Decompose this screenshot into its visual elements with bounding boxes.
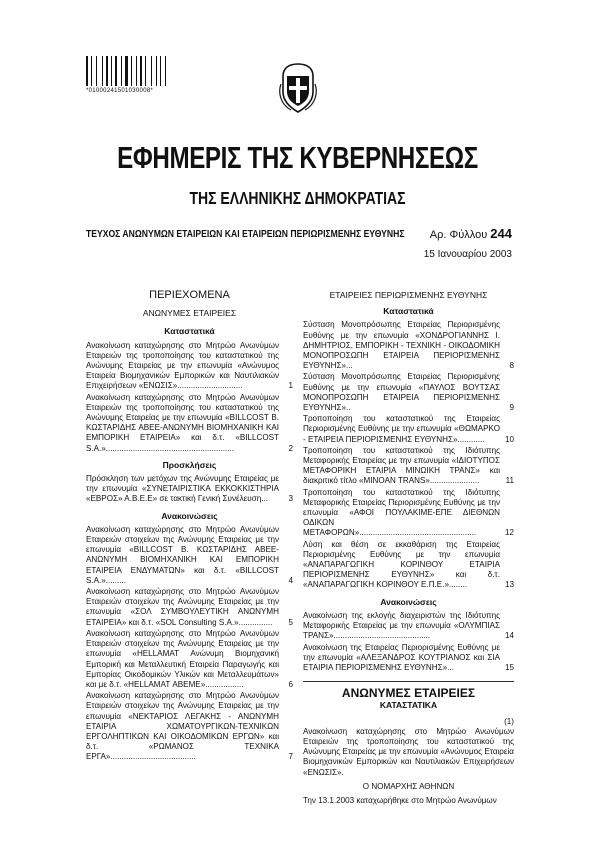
sheet-number-value: 244	[490, 226, 512, 241]
body-paragraph: Ανακοίνωση καταχώρησης στο Μητρώο Ανωνύμων Εταιρειών της τροποποίησης του καταστατικού της Ανώνυμης Εταιρείας με την επωνυμία «Ανώνυμος Εταιρεία Βιομηχανικών Εμπορικών και Ναυτιλιακών Επιχειρήσεων «ΕΝΩΣΙΣ».	[303, 726, 514, 777]
barcode-bar	[160, 56, 161, 86]
barcode-bar	[131, 56, 132, 86]
entry-page-number: 7	[288, 752, 293, 762]
barcode-bar	[96, 56, 97, 86]
contents-entry[interactable]	[86, 587, 293, 628]
entry-text: Ανακοίνωση καταχώρησης στο Μητρώο Ανωνύμων Εταιρειών στοιχείων της Ανώνυμης Εταιρείας με την επωνυμία «BILLCOST Β. ΚΩΣΤΑΡΙΔΗΣ ΑΒΕΕ-ΑΝΩΝΥΜΗ ΒΙΟΜΗΧΑΝΙΚΗ ΚΑΙ ΕΜΠΟΡΙΚΗ ΕΤΑΙΡΕΙΑ ΕΝΔΥΜΑΤΩΝ» και δ.τ. «BILLCOST S.A.».........	[86, 524, 279, 585]
entry-text: Ανακοίνωση καταχώρησης στο Μητρώο Ανωνύμων Εταιρειών της τροποποίησης του καταστατικού της Ανώνυμης Εταιρείας με την επωνυμία «Ανώνυμος Εταιρεία Βιομηχανικών Εμπορικών και Ναυτιλιακών Επιχειρήσεων «ΕΝΩΣΙΣ».............................	[86, 340, 279, 391]
category-title: Προσκλήσεις	[162, 459, 217, 470]
contents-entry[interactable]	[303, 414, 514, 445]
body-authority: Ο ΝΟΜΑΡΧΗΣ ΑΘΗΝΩΝ	[362, 781, 455, 791]
gazette-subtitle: ΤΗΣ ΕΛΛΗΝΙΚΗΣ ΔΗΜΟΚΡΑΤΙΑΣ	[189, 188, 406, 208]
body-number: (1)	[504, 716, 514, 726]
barcode-bar	[165, 56, 166, 86]
issue-date: 15 Ιανουαρίου 2003	[423, 249, 512, 260]
divider	[303, 681, 514, 682]
contents-entry[interactable]	[86, 474, 293, 505]
barcode-bar	[121, 56, 122, 86]
barcode-bar	[151, 56, 152, 86]
right-section-title: ΕΤΑΙΡΕΙΕΣ ΠΕΡΙΩΡΙΣΜΕΝΗΣ ΕΥΘΥΝΗΣ	[329, 290, 488, 300]
contents-entry[interactable]	[303, 540, 514, 591]
sheet-label: Αρ. Φύλλου	[429, 229, 488, 241]
sheet-number	[430, 226, 512, 241]
entry-page-number: 1	[288, 381, 293, 391]
body-title: ΑΝΩΝΥΜΕΣ ΕΤΑΙΡΕΙΕΣ	[341, 686, 476, 701]
contents-entry[interactable]	[303, 372, 514, 413]
entry-page-number: 4	[288, 575, 293, 585]
entry-page-number: 10	[504, 434, 514, 444]
entry-page-number: 6	[288, 679, 293, 689]
contents-entry[interactable]	[86, 341, 293, 392]
entry-text: Ανακοίνωση της εκλογής διαχειριστών της Ιδιότυπης Μεταφορικής Εταιρείας με την επωνυμία «ΟΛΥΜΠΙΑΣ ΤΡΑΝΣ»...........................................	[303, 610, 500, 641]
barcode-bar	[111, 56, 112, 86]
category-title: Καταστατικά	[164, 326, 215, 337]
entry-page-number: 5	[288, 617, 293, 627]
entry-page-number: 3	[288, 494, 293, 504]
entry-page-number: 15	[504, 662, 514, 672]
left-categories	[86, 326, 293, 762]
entry-text: Πρόσκληση των μετόχων της Ανώνυμης Εταιρείας με την επωνυμία «ΣΥΝΕΤΑΙΡΙΣΤΙΚΑ ΕΚΚΟΚΚΙΣΤΗΡΙΑ «ΕΒΡΟΣ» Α.Β.Ε.Ε» σε τακτική Γενική Συνέλευση...	[86, 474, 279, 504]
barcode-bar	[140, 56, 142, 86]
barcode	[86, 48, 168, 86]
gazette-title: ΕΦΗΜΕΡΙΣ ΤΗΣ ΚΥΒΕΡΝΗΣΕΩΣ	[117, 140, 478, 175]
left-section-title: ΑΝΩΝΥΜΕΣ ΕΤΑΙΡΕΙΕΣ	[142, 308, 237, 319]
entry-text: Τροποποίηση του καταστατικού της Ιδιότυπης Μεταφορικής Εταιρείας Περιορισμένης Ευθύνης με την επωνυμία «ΑΦΟΙ ΠΟΥΛΑΚΙΜΕ-ΕΠΕ ΔΙΕΘΝΩΝ ΟΔΙΚΩΝ ΜΕΤΑΦΟΡΩΝ»....................................................	[303, 487, 500, 538]
barcode-bar	[102, 56, 103, 86]
entry-page-number: 8	[509, 361, 514, 371]
entry-text: Σύσταση Μονοπρόσωπης Εταιρείας Περιορισμένης Ευθύνης με την επωνυμία «ΠΑΥΛΟΣ ΒΟΥΤΣΑΣ ΜΟΝΟΠΡΟΣΩΠΗ ΕΤΑΙΡΕΙΑ ΠΕΡΙΟΡΙΣΜΕΝΗΣ ΕΥΘΥΝΗΣ»..	[303, 372, 500, 413]
entry-page-number: 11	[505, 476, 514, 486]
contents-entry[interactable]	[86, 525, 293, 586]
contents-left-column	[86, 290, 293, 764]
entry-text: Ανακοίνωση καταχώρησης στο Μητρώο Ανωνύμων Εταιρειών στοιχείων της Ανώνυμης Εταιρείας με την επωνυμία «ΝΕΚΤΑΡΙΟΣ ΛΕΓΑΚΗΣ - ΑΝΩΝΥΜΗ ΕΤΑΙΡΙΑ ΧΩΜΑΤΟΥΡΓΙΚΩΝ-ΤΕΧΝΙΚΩΝ ΕΡΓΟΛΗΠΤΙΚΩΝ ΚΑΙ ΟΙΚΟΔΟΜΙΚΩΝ ΕΡΓΩΝ» και δ.τ. «ΡΩΜΑΝΟΣ ΤΕΧΝΙΚΑ ΕΡΓΑ»......................................	[86, 691, 279, 762]
contents-title: ΠΕΡΙΕΧΟΜΕΝΑ	[149, 289, 230, 301]
barcode-bar	[115, 56, 117, 86]
entry-text: Ανακοίνωση καταχώρησης στο Μητρώο Ανωνύμων Εταιρειών στοιχείων της Ανώνυμης Εταιρείας με την επωνυμία «ΣΟΛ ΣΥΜΒΟΥΛΕΥΤΙΚΗ ΑΝΩΝΥΜΗ ΕΤΑΙΡΕΙΑ» και δ.τ. «SOL Consulting S.A.»...............	[86, 587, 279, 627]
contents-entry[interactable]	[86, 691, 293, 762]
contents-entry[interactable]	[86, 629, 293, 690]
contents-entry[interactable]	[303, 446, 514, 487]
barcode-bar	[136, 56, 137, 86]
right-categories	[303, 306, 514, 673]
entry-page-number: 2	[288, 443, 293, 453]
entry-page-number: 9	[509, 403, 514, 413]
issue-type: ΤΕΥΧΟΣ ΑΝΩΝΥΜΩΝ ΕΤΑΙΡΕΙΩΝ ΚΑΙ ΕΤΑΙΡΕΙΩΝ ΠΕΡΙΩΡΙΣΜΕΝΗΣ ΕΥΘΥΝΗΣ	[86, 228, 405, 240]
entry-page-number: 13	[504, 580, 514, 590]
contents-entry[interactable]	[303, 320, 514, 371]
contents-entry[interactable]	[303, 611, 514, 642]
barcode-bar	[125, 56, 128, 86]
body-last-line: Την 13.1.2003 καταχωρήθηκε στο Μητρώο Ανωνύμων	[303, 795, 497, 805]
entry-text: Τροποποίηση του καταστατικού της Εταιρείας Περιορισμένης Ευθύνης με την επωνυμία «ΘΩΜΑΡΚΟ - ΕΤΑΙΡΕΙΑ ΠΕΡΙΟΡΙΣΜΕΝΗΣ ΕΥΘΥΝΗΣ»............	[303, 414, 500, 444]
barcode-bar	[145, 56, 146, 86]
category-title: Καταστατικά	[383, 306, 434, 317]
category-title: Ανακοινώσεις	[161, 510, 218, 521]
entry-page-number: 14	[504, 631, 514, 641]
entry-page-number: 12	[504, 528, 514, 538]
coat-of-arms-emblem	[277, 62, 319, 114]
entry-text: Τροποποίηση του καταστατικού της Ιδιότυπης Μεταφορικής Εταιρείας με την επωνυμία «ΙΔΙΟΤΥΠΟΣ ΜΕΤΑΦΟΡΙΚΗ ΕΤΑΙΡΙΑ ΜΙΝΩΙΚΗ ΤΡΑΝΣ» και διακριτικό τίτλο «MINOAN TRANS»......................	[303, 445, 500, 486]
contents-entry[interactable]	[303, 643, 514, 674]
entry-text: Λύση και θέση σε εκκαθάριση της Εταιρείας Περιορισμένης Ευθύνης με την επωνυμία «ΑΝΑΠΑΡΑΓΩΓΙΚΗ ΚΟΡΙΝΘΟΥ ΕΤΑΙΡΙΑ ΠΕΡΙΟΡΙΣΜΕΝΗΣ ΕΥΘΥΝΗΣ» και δ.τ. «ΑΝΑΠΑΡΑΓΩΓΙΚΗ ΚΟΡΙΝΘΟΥ Ε.Π.Ε.»........	[303, 539, 500, 590]
contents-right-column	[303, 290, 514, 806]
category-title: Ανακοινώσεις	[380, 596, 437, 607]
contents-entry[interactable]	[303, 488, 514, 539]
barcode-bar	[106, 56, 108, 86]
contents-entry[interactable]	[86, 393, 293, 454]
barcode-bar	[86, 56, 88, 86]
body-category: ΚΑΤΑΣΤΑΤΙΚΑ	[379, 700, 438, 711]
barcode-bar	[156, 56, 157, 86]
barcode-bar	[91, 56, 92, 86]
entry-text: Σύσταση Μονοπρόσωπης Εταιρείας Περιορισμένης Ευθύνης με την επωνυμία «ΧΟΝΔΡΟΓΙΑΝΝΗΣ Ι. ΔΗΜΗΤΡΙΟΣ, ΕΜΠΟΡΙΚΗ - ΤΕΧΝΙΚΗ - ΟΙΚΟΔΟΜΙΚΗ ΜΟΝΟΠΡΟΣΩΠΗ ΕΤΑΙΡΕΙΑ ΠΕΡΙΟΡΙΣΜΕΝΗΣ ΕΥΘΥΝΗΣ»...	[303, 320, 500, 371]
entry-text: Ανακοίνωση της Εταιρείας Περιορισμένης Ευθύνης με την επωνυμία «ΑΛΕΞΑΝΔΡΟΣ ΚΟΥΤΡΙΑΝΟΣ και ΣΙΑ ΕΤΑΙΡΙΑ ΠΕΡΙΟΡΙΣΜΕΝΗΣ ΕΥΘΥΝΗΣ»...	[303, 642, 500, 672]
entry-text: Ανακοίνωση καταχώρησης στο Μητρώο Ανωνύμων Εταιρειών της τροποποίησης του καταστατικού της Ανώνυμης Εταιρείας με την επωνυμία «BILLCOST Β. ΚΩΣΤΑΡΙΔΗΣ ΑΒΕΕ-ΑΝΩΝΥΜΗ ΒΙΟΜΗΧΑΝΙΚΗ ΚΑΙ ΕΜΠΟΡΙΚΗ ΕΤΑΙΡΕΙΑ» και δ.τ. «BILLCOST S.A.».........................................................	[86, 392, 279, 453]
entry-text: Ανακοίνωση καταχώρησης στο Μητρώο Ανωνύμων Εταιρειών στοιχείων της Ανώνυμης Εταιρείας με την επωνυμία «HELLAMAT Ανώνυμη Βιομηχανική Εμπορική και Μεταλλευτική Εταιρεία Παραγωγής και Εμπορίας Οικοδομικών Υλικών και Μεταλλευμάτων» και με δ.τ. «HELLAMAT ΑΒΕΜΕ».................	[86, 628, 279, 689]
barcode-digits: *01000241501030008*	[86, 88, 154, 94]
